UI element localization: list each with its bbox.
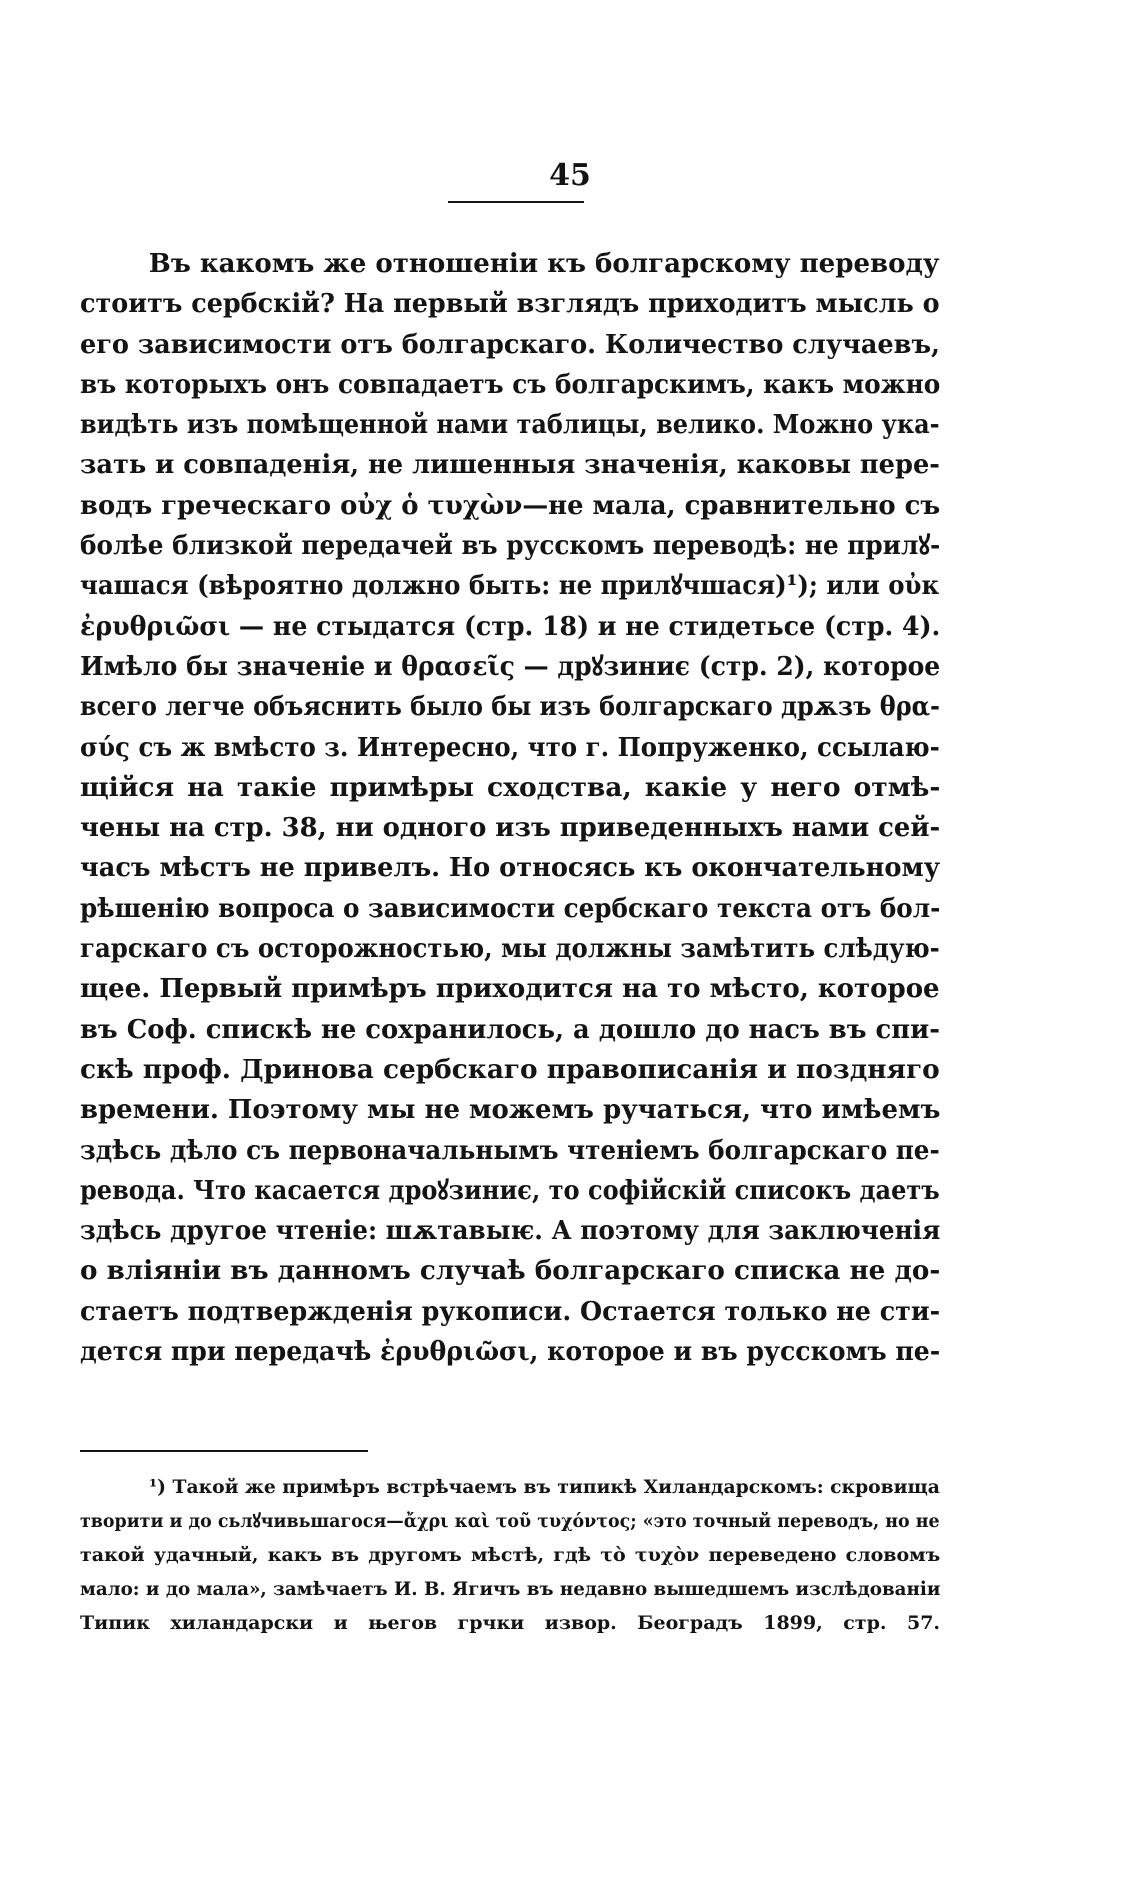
text-line: Имѣло бы значеніе и θρασεῖς — дрꙋзиниє (стр. 2), которое	[80, 650, 941, 682]
text-line: чашася (вѣроятно должно быть: не прилꙋчшася)¹); или οὐκ	[80, 570, 940, 602]
footnote-divider	[80, 1450, 368, 1452]
text-line: времени. Поэтому мы не можемъ ручаться, что имѣемъ	[80, 1094, 941, 1126]
text-line: гарскаго съ осторожностью, мы должны замѣтить слѣдую-	[80, 933, 940, 965]
footnote-line: такой удачный, какъ въ другомъ мѣстѣ, гдѣ τὸ τυχὸν переведено словомъ	[80, 1544, 941, 1566]
text-line: стаетъ подтвержденія рукописи. Остается только не сти-	[80, 1295, 941, 1327]
footnote	[80, 1470, 940, 1640]
text-line: ревода. Что касается дроꙋзиниє, то софійскій списокъ даетъ	[80, 1174, 940, 1206]
text-line: водъ греческаго οὐχ ὁ τυχὼν—не мала, сравнительно съ	[80, 489, 941, 521]
text-line: здѣсь дѣло съ первоначальнымъ чтеніемъ болгарскаго пе-	[80, 1134, 940, 1166]
text-line: щее. Первый примѣръ приходится на то мѣсто, которое	[80, 973, 940, 1005]
text-line: щійся на такіе примѣры сходства, какіе у него отмѣ-	[80, 771, 941, 803]
text-line: всего легче объяснить было бы изъ болгарскаго дрѫзъ θρα-	[80, 691, 940, 723]
text-line: Въ какомъ же отношеніи къ болгарскому переводу	[148, 248, 940, 279]
text-line: здѣсь другое чтеніе: шѫтавыѥ. А поэтому для заключенія	[80, 1215, 941, 1247]
footnote-line: Типик хиландарски и његов грчки извор. Београдъ 1899, стр. 57.	[80, 1612, 941, 1634]
text-line: зать и совпаденія, не лишенныя значенія, каковы пере-	[80, 449, 940, 481]
text-line: его зависимости отъ болгарскаго. Количество случаевъ,	[80, 328, 940, 360]
footnote-line: мало: и до мала», замѣчаетъ И. В. Ягичъ въ недавно вышедшемъ изслѣдованіи	[80, 1578, 941, 1600]
text-line: въ которыхъ онъ совпадаетъ съ болгарскимъ, какъ можно	[80, 368, 941, 400]
text-line: ἐρυθριῶσι — не стыдатся (стр. 18) и не стидетьсе (стр. 4).	[80, 610, 941, 642]
text-line: стоитъ сербскій? На первый взглядъ приходитъ мысль о	[80, 288, 940, 320]
header-divider	[448, 201, 584, 203]
text-line: дется при передачѣ ἐρυθριῶσι, которое и въ русскомъ пе-	[80, 1336, 941, 1368]
text-line: чены на стр. 38, ни одного изъ приведенныхъ нами сей-	[80, 812, 941, 844]
text-line: скѣ проф. Дринова сербскаго правописанія и поздняго	[80, 1053, 940, 1085]
footnote-line: ¹) Такой же примѣръ встрѣчаемъ въ типикѣ Хиландарскомъ: скровища	[148, 1476, 940, 1498]
footnote-line: творити и до сьлꙋчивьшагося—ἄχρι καὶ τοῦ τυχόντος; «это точный переводъ, но не	[80, 1510, 940, 1532]
text-line: σύς съ ж вмѣсто з. Интересно, что г. Попруженко, ссылаю-	[80, 731, 940, 763]
page-number: 45	[549, 158, 591, 193]
text-line: о вліяніи въ данномъ случаѣ болгарскаго списка не до-	[80, 1255, 941, 1287]
text-line: видѣть изъ помѣщенной нами таблицы, велико. Можно ука-	[80, 409, 940, 441]
text-line: болѣе близкой передачей въ русскомъ переводѣ: не прилꙋ-	[80, 530, 941, 562]
text-line: рѣшенію вопроса о зависимости сербскаго текста отъ бол-	[80, 892, 941, 924]
body-text	[80, 244, 940, 1372]
text-line: въ Соф. спискѣ не сохранилось, а дошло до насъ въ спи-	[80, 1013, 940, 1045]
text-line: часъ мѣстъ не привелъ. Но относясь къ окончательному	[80, 852, 941, 884]
